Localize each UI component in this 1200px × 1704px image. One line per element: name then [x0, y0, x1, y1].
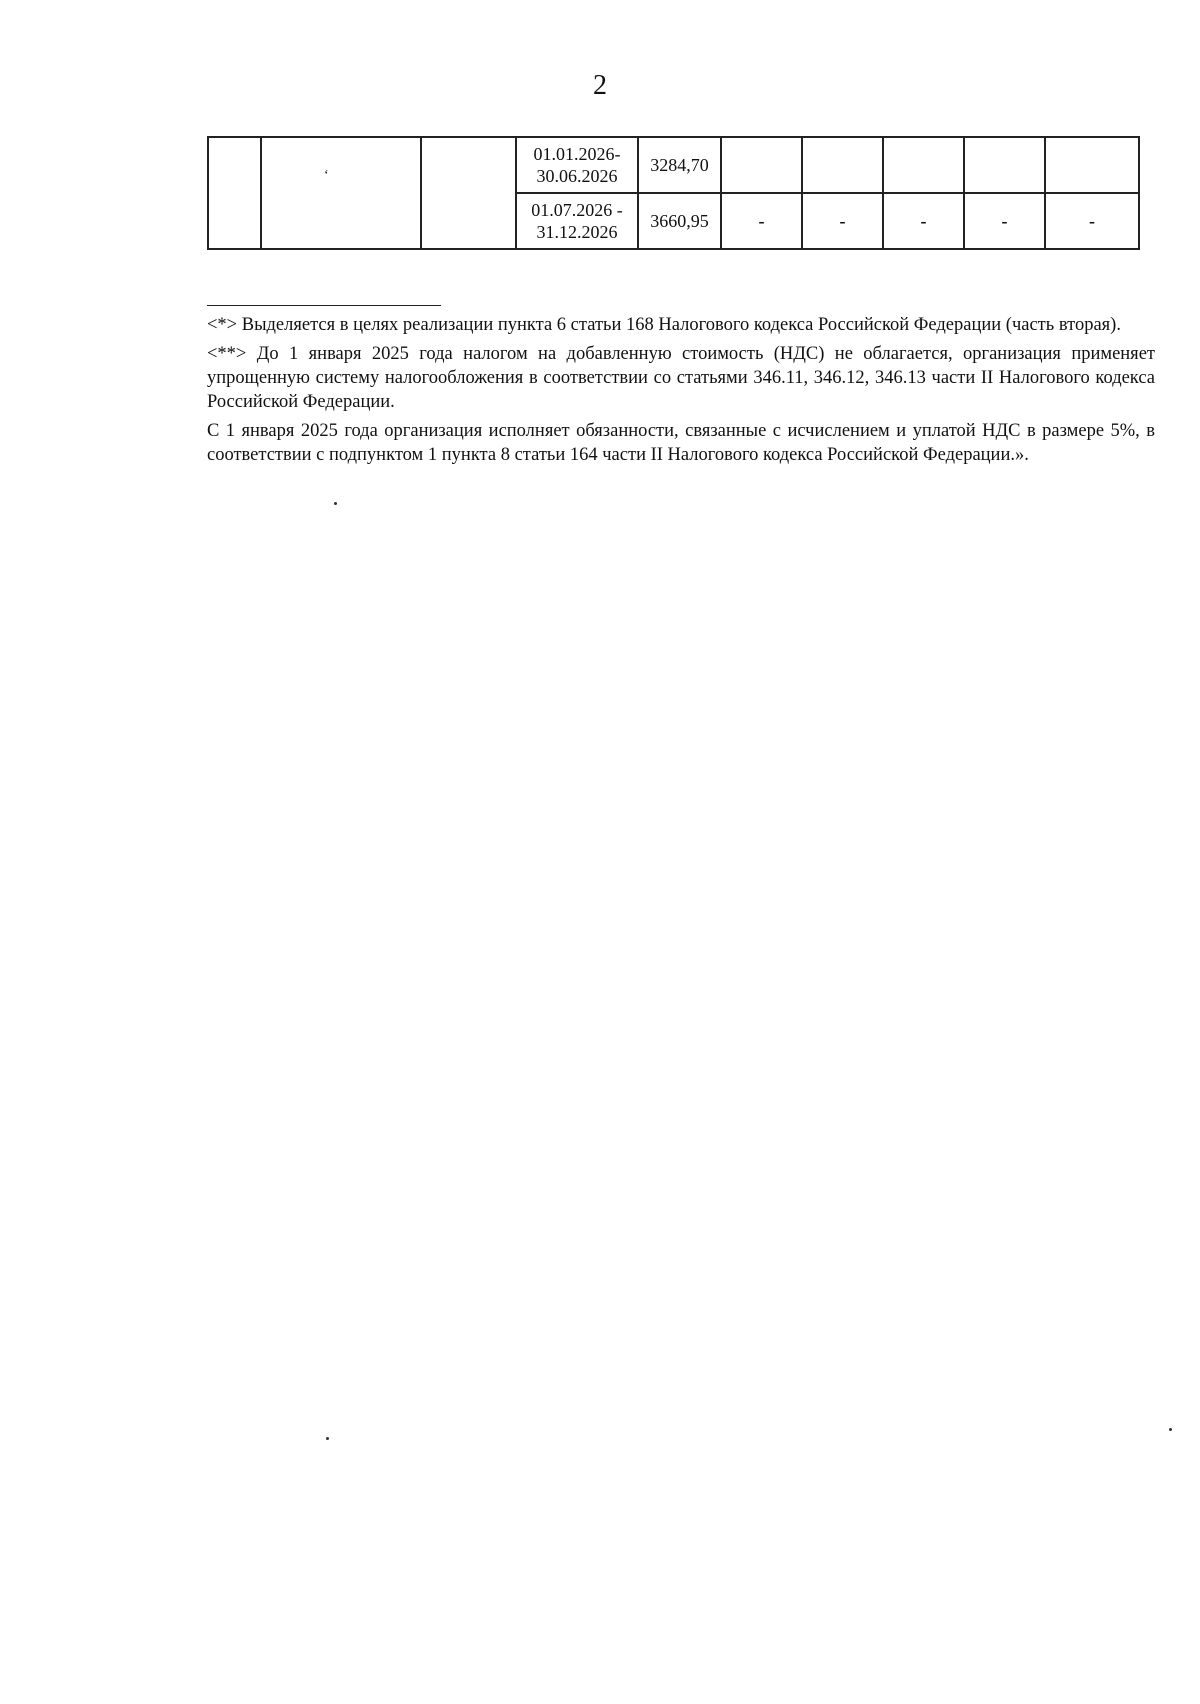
extra-cell	[883, 137, 964, 193]
scan-speck	[326, 1437, 329, 1440]
period-cell	[516, 137, 638, 193]
extra-cell: -	[1045, 193, 1139, 249]
organization-cell	[261, 137, 421, 249]
stray-mark: ‘	[324, 168, 329, 183]
table-row	[208, 137, 1139, 193]
tariff-value-cell: 3660,95	[638, 193, 721, 249]
scan-speck	[334, 502, 337, 505]
period-start: 01.07.2026 -	[531, 200, 623, 220]
extra-cell	[1045, 137, 1139, 193]
page-number: 2	[593, 70, 607, 101]
extra-cell: -	[964, 193, 1045, 249]
tariff-value-cell: 3284,70	[638, 137, 721, 193]
period-end: 30.06.2026	[536, 166, 618, 186]
extra-cell: -	[721, 193, 802, 249]
tariff-table	[207, 136, 1140, 250]
number-cell	[208, 137, 261, 249]
extra-cell	[964, 137, 1045, 193]
period-start: 01.01.2026-	[533, 144, 621, 164]
footnote-vat-rate: С 1 января 2025 года организация исполняет обязанности, связанные с исчислением и уплатой НДС в размере 5%, в соответствии с подпунктом 1 пункта 8 статьи 164 части II Налогового кодекса Российской Федерации.».	[207, 421, 1155, 465]
extra-cell	[802, 137, 883, 193]
extra-cell	[721, 137, 802, 193]
period-end: 31.12.2026	[536, 222, 618, 242]
scan-speck	[1169, 1428, 1172, 1431]
extra-cell: -	[802, 193, 883, 249]
footnote-vat-allocation: <*> Выделяется в целях реализации пункта 6 статьи 168 Налогового кодекса Российской Федерации (часть вторая).	[207, 315, 1121, 335]
footnote-separator	[207, 305, 441, 306]
tariff-type-cell	[421, 137, 516, 249]
period-cell	[516, 193, 638, 249]
footnote-simplified-tax: <**> До 1 января 2025 года налогом на добавленную стоимость (НДС) не облагается, организация применяет упрощенную систему налогообложения в соответствии со статьями 346.11, 346.12, 346.13 части II Налогового кодекса Российской Федерации.	[207, 344, 1155, 412]
extra-cell: -	[883, 193, 964, 249]
footnotes	[207, 313, 1155, 472]
